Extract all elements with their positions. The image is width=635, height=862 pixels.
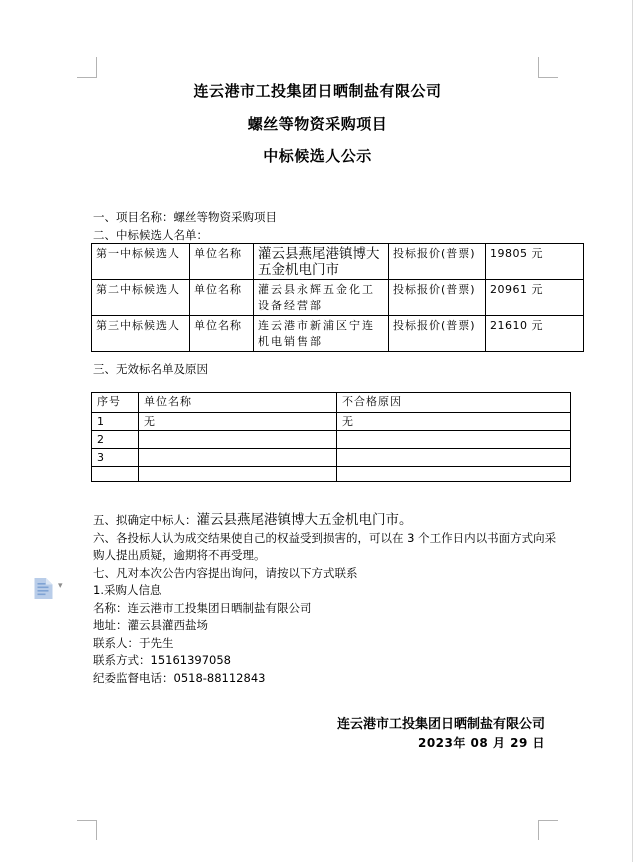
table-row (92, 280, 584, 316)
footer-date: 2023年 08 月 29 日 (417, 736, 545, 750)
row-reason (337, 449, 571, 467)
margin-mark-bottom-right (538, 820, 539, 840)
margin-mark-top-right (538, 77, 558, 78)
candidate-rank: 第三中标候选人 (92, 316, 190, 352)
table-row (92, 244, 584, 280)
candidate-rank: 第一中标候选人 (92, 244, 190, 280)
bid-price-label: 投标报价(普票) (389, 280, 486, 316)
margin-mark-top-left (96, 57, 97, 77)
confirmed-winner-label: 五、拟确定中标人： (93, 513, 197, 527)
company-name: 灌云县燕尾港镇博大五金机电门市 (254, 244, 389, 280)
section-confirmed-winner (93, 512, 561, 530)
bid-price-value: 20961 元 (486, 280, 584, 316)
row-no: 2 (92, 431, 139, 449)
section-inquiry-notice: 七、凡对本次公告内容提出询问，请按以下方式联系 (93, 565, 358, 580)
table-header-row (92, 393, 571, 413)
table-row (92, 467, 571, 482)
purchaser-phone: 联系方式：15161397058 (93, 653, 231, 667)
paste-options-icon (33, 577, 54, 600)
table-row (92, 449, 571, 467)
doc-title-announcement: 中标候选人公示 (263, 147, 372, 165)
section-project-name: 一、项目名称：螺丝等物资采购项目 (93, 210, 277, 224)
row-no: 3 (92, 449, 139, 467)
unit-name-label: 单位名称 (190, 316, 254, 352)
bid-price-label: 投标报价(普票) (389, 244, 486, 280)
winner-candidates-table (91, 243, 584, 352)
purchaser-address: 地址：灌云县灌西盐场 (93, 618, 208, 632)
row-unit (139, 449, 337, 467)
section-candidate-list-heading: 二、中标候选人名单： (93, 228, 208, 242)
paste-options-button[interactable] (31, 575, 69, 601)
footer-company-signature: 连云港市工投集团日晒制盐有限公司 (336, 717, 545, 732)
supervision-phone: 纪委监督电话：0518-88112843 (93, 670, 266, 685)
section-invalid-bids-heading: 三、无效标名单及原因 (93, 362, 208, 376)
margin-mark-bottom-left (96, 820, 97, 840)
row-unit (139, 431, 337, 449)
purchaser-name: 名称：连云港市工投集团日晒制盐有限公司 (93, 600, 312, 615)
invalid-bids-table (91, 392, 571, 482)
table-row (92, 316, 584, 352)
column-header-reason: 不合格原因 (337, 393, 571, 413)
margin-mark-top-right (538, 57, 539, 77)
chevron-down-icon[interactable]: ▾ (58, 581, 63, 591)
row-no: 1 (92, 413, 139, 431)
section-objection-notice: 六、各投标人认为成交结果使自己的权益受到损害的，可以在 3 个工作日内以书面方式向采购人提出质疑，逾期将不再受理。 (93, 530, 557, 562)
column-header-unit: 单位名称 (139, 393, 337, 413)
row-reason: 无 (337, 413, 571, 431)
table-row (92, 431, 571, 449)
company-name: 连云港市新浦区宁连机电销售部 (254, 316, 389, 352)
bid-price-value: 19805 元 (486, 244, 584, 280)
purchaser-contact-person: 联系人：于先生 (93, 635, 174, 650)
lower-text-block (93, 512, 561, 687)
row-unit (139, 467, 337, 482)
margin-mark-bottom-right (538, 820, 558, 821)
unit-name-label: 单位名称 (190, 244, 254, 280)
company-name: 灌云县永辉五金化工设备经营部 (254, 280, 389, 316)
table-row (92, 413, 571, 431)
purchaser-info-heading: 1.采购人信息 (93, 583, 162, 597)
confirmed-winner-name: 灌云县燕尾港镇博大五金机电门市。 (196, 512, 413, 528)
column-header-no: 序号 (92, 393, 139, 413)
row-no (92, 467, 139, 482)
unit-name-label: 单位名称 (190, 280, 254, 316)
doc-title-company: 连云港市工投集团日晒制盐有限公司 (193, 82, 442, 100)
margin-mark-top-left (77, 77, 97, 78)
candidate-rank: 第二中标候选人 (92, 280, 190, 316)
row-unit: 无 (139, 413, 337, 431)
bid-price-value: 21610 元 (486, 316, 584, 352)
row-reason (337, 431, 571, 449)
margin-mark-bottom-left (77, 820, 97, 821)
bid-price-label: 投标报价(普票) (389, 316, 486, 352)
doc-title-project: 螺丝等物资采购项目 (247, 115, 388, 133)
row-reason (337, 467, 571, 482)
